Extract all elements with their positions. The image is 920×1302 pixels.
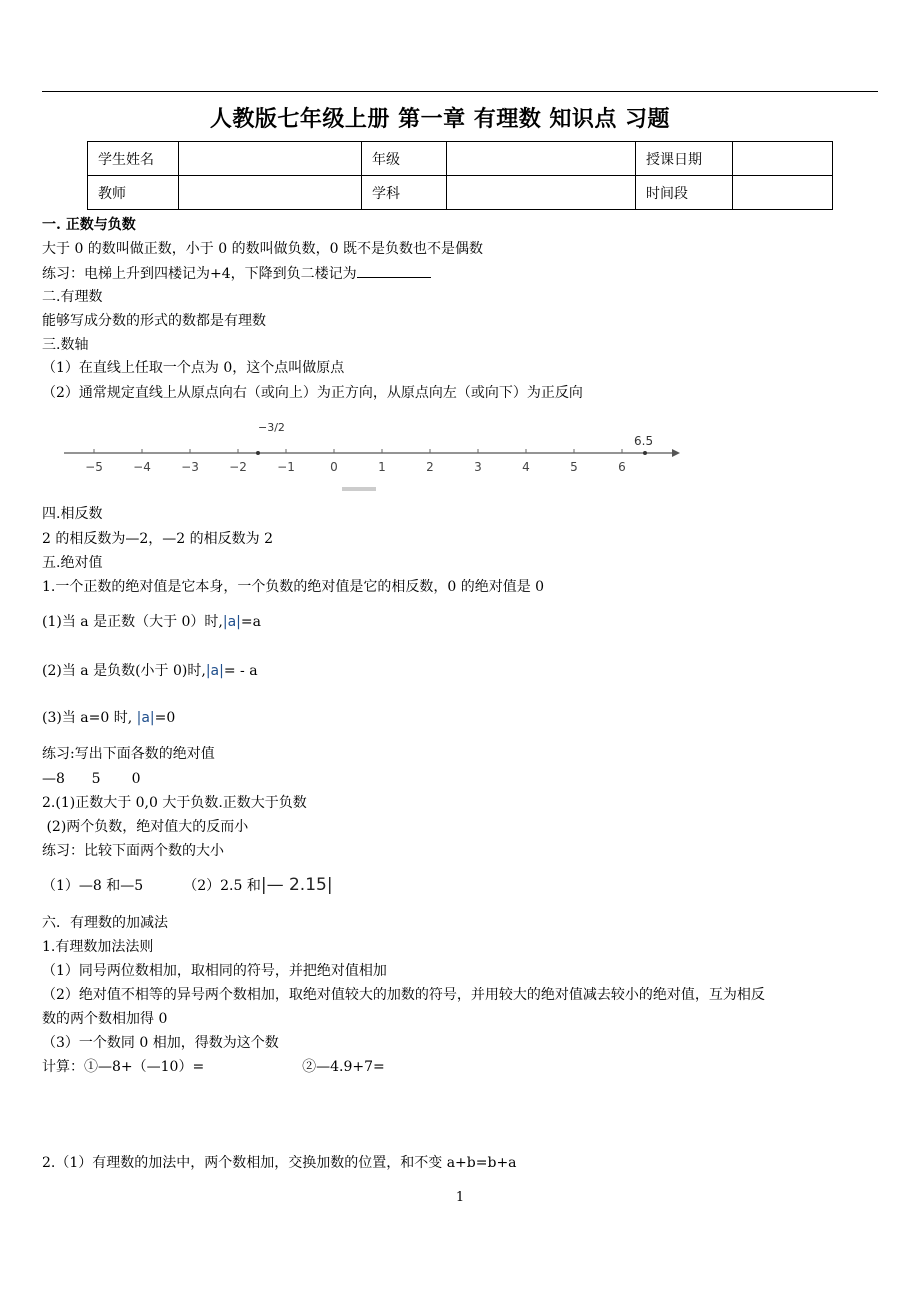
point-label: 6.5 [634,434,654,448]
abs-case-1 [42,613,261,631]
case-result: =0 [154,710,176,726]
section-6-point-2: 2.（1）有理数的加法中，两个数相加，交换加数的位置，和不变 a+b=b+a [42,1155,517,1171]
section-2-title: 二.有理数 [42,289,103,305]
fraction-label: −3/2 [258,421,285,434]
abs-case-2 [42,662,258,680]
tick-label: 6 [618,460,626,474]
caption-smudge [342,487,376,491]
subject-label: 学科 [362,176,447,210]
time-label: 时间段 [636,176,733,210]
time-field[interactable] [733,176,833,210]
tick-label: −1 [277,460,295,474]
abs-a-symbol: |a| [222,614,241,630]
date-label: 授课日期 [636,142,733,176]
section-6-rule-2b: 数的两个数相加得 0 [42,1011,168,1027]
section-6-calc: 计算：①—8+（—10）= ②—4.9+7= [42,1059,385,1075]
section-1-title: 一. 正数与负数 [42,217,136,233]
section-6-rule-3: （3）一个数同 0 相加，得数为这个数 [42,1035,279,1051]
teacher-field[interactable] [179,176,362,210]
header-rule [42,91,878,92]
case-text: (1)当 a 是正数（大于 0）时, [42,614,223,630]
section-3-point-2: （2）通常规定直线上从原点向右（或向上）为正方向，从原点向左（或向下）为正反向 [42,385,583,401]
section-6-rule-2: （2）绝对值不相等的异号两个数相加，取绝对值较大的加数的符号，并用较大的绝对值减去较小的绝对值，互为相反 [42,987,765,1003]
section-6-rule: 1.有理数加法法则 [42,939,154,955]
case-text: (3)当 a=0 时, [42,710,137,726]
grade-field[interactable] [447,142,636,176]
point-6-5 [643,451,647,455]
case-result: =a [240,614,261,630]
section-1-exercise [42,264,431,283]
section-3-title: 三.数轴 [42,337,89,353]
section-1-text: 大于 0 的数叫做正数，小于 0 的数叫做负数，0 既不是负数也不是偶数 [42,241,483,257]
page-title: 人教版七年级上册 第一章 有理数 知识点 习题 [209,107,671,132]
number-line-figure [44,413,684,493]
answer-blank[interactable] [357,264,431,278]
section-5-exercise-1: 练习:写出下面各数的绝对值 [42,746,215,762]
section-5-exercise-1-numbers: —8 5 0 [42,771,141,787]
abs-case-3 [42,709,175,727]
section-5-point-1: 1.一个正数的绝对值是它本身，一个负数的绝对值是它的相反数，0 的绝对值是 0 [42,579,545,595]
abs-2-15-symbol: |— 2.15| [260,875,333,895]
date-field[interactable] [733,142,833,176]
case-result: = - a [223,663,258,679]
section-5-exercise-2: 练习：比较下面两个数的大小 [42,843,224,859]
teacher-label: 教师 [88,176,179,210]
tick-label: −4 [133,460,151,474]
section-5-title: 五.绝对值 [42,555,103,571]
student-name-label: 学生姓名 [88,142,179,176]
tick-label: −2 [229,460,247,474]
fraction-point [256,451,260,455]
subject-field[interactable] [447,176,636,210]
tick-label: 4 [522,460,530,474]
table-row [88,176,833,210]
section-6-rule-1: （1）同号两位数相加，取相同的符号，并把绝对值相加 [42,963,387,979]
section-3-point-1: （1）在直线上任取一个点为 0，这个点叫做原点 [42,360,345,376]
table-row [88,142,833,176]
page-number: 1 [455,1190,465,1205]
case-text: (2)当 a 是负数(小于 0)时, [42,663,206,679]
section-5-exercise-2-items [42,876,333,895]
section-6-title: 六．有理数的加减法 [42,915,168,931]
arrow-icon [672,449,680,457]
tick-label: 5 [570,460,578,474]
section-2-text: 能够写成分数的形式的数都是有理数 [42,313,266,329]
tick-label: −3 [181,460,199,474]
section-4-title: 四.相反数 [42,506,103,522]
section-4-text: 2 的相反数为—2，—2 的相反数为 2 [42,531,273,547]
tick-label: 1 [378,460,386,474]
abs-a-symbol: |a| [205,663,224,679]
compare-text: （1）—8 和—5 （2）2.5 和 [42,878,261,894]
tick-label: 2 [426,460,434,474]
grade-label: 年级 [362,142,447,176]
student-name-field[interactable] [179,142,362,176]
tick-label: 0 [330,460,338,474]
info-table [87,141,833,210]
section-5-point-2: 2.(1)正数大于 0,0 大于负数.正数大于负数 [42,795,307,811]
exercise-text: 练习：电梯上升到四楼记为+4，下降到负二楼记为 [42,266,357,282]
tick-label: 3 [474,460,482,474]
tick-label: −5 [85,460,103,474]
section-5-point-2b: (2)两个负数，绝对值大的反而小 [42,819,249,835]
abs-a-symbol: |a| [136,710,155,726]
